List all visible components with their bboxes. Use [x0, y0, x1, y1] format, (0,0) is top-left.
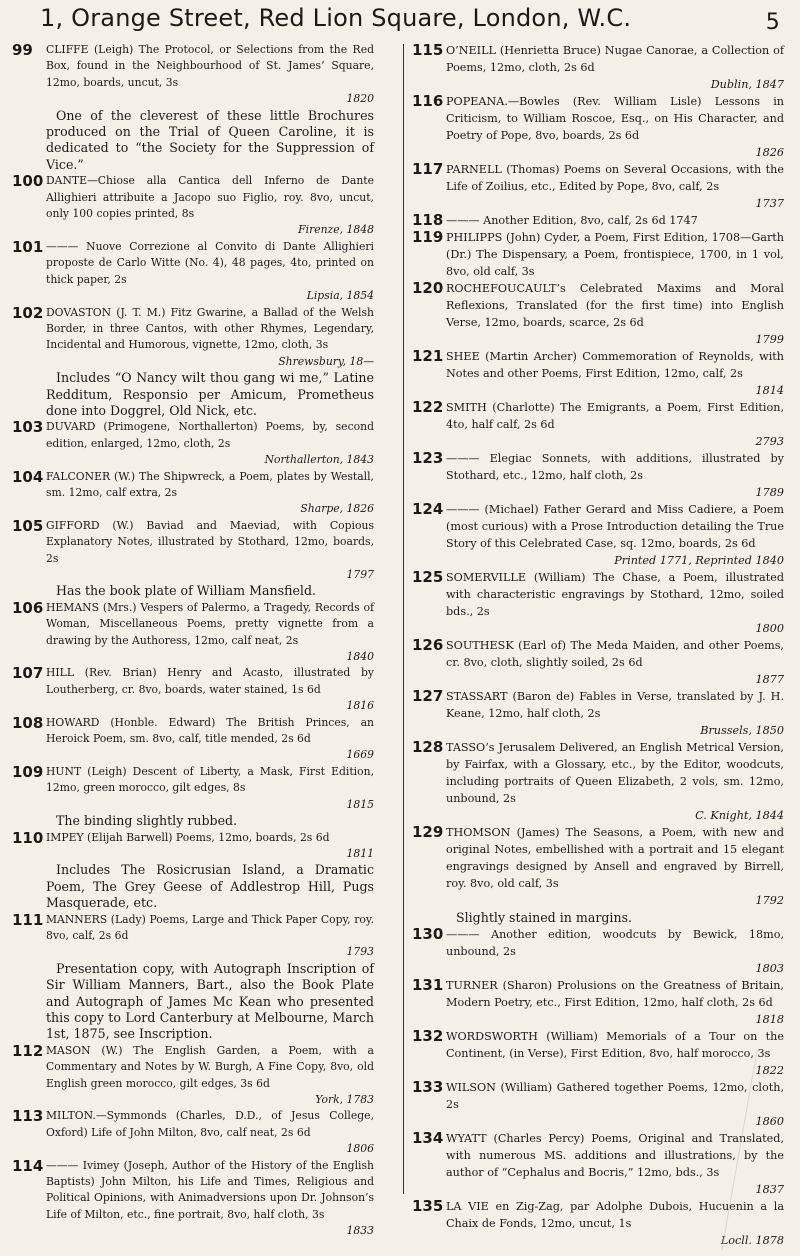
entry-number: 103 — [12, 418, 44, 437]
entry-text: ——— Elegiac Sonnets, with additions, illustrated by Stothard, etc., 12mo, half cloth, 2s — [446, 452, 784, 482]
entry-imprint: 1826 — [755, 146, 784, 159]
entry-imprint: 1840 — [346, 650, 374, 664]
catalogue-entry — [12, 830, 374, 912]
entry-imprint: Locll. 1878 — [720, 1234, 784, 1247]
catalogue-entry — [12, 912, 374, 1043]
page-header — [40, 0, 780, 44]
catalogue-entry — [412, 637, 784, 688]
catalogue-entry — [12, 173, 374, 239]
catalogue-entry — [412, 501, 784, 569]
entry-imprint: 1877 — [755, 673, 784, 686]
entry-number: 108 — [12, 713, 44, 732]
publisher-address: 1, Orange Street, Red Lion Square, London, W.C. — [40, 4, 632, 32]
catalogue-entry — [12, 518, 374, 600]
entry-number: 127 — [412, 687, 444, 705]
entry-text: MASON (W.) The English Garden, a Poem, with a Commentary and Notes by W. Burgh, A Fine Copy, 8vo, old English green morocco, gilt edges, 3s 6d — [46, 1043, 374, 1090]
entry-note: Includes The Rosicrusian Island, a Dramatic Poem, The Grey Geese of Addlestrop Hill, Pugs Masquerade, etc. — [46, 862, 374, 911]
entry-number: 105 — [12, 516, 44, 535]
catalogue-entry — [412, 977, 784, 1028]
entry-imprint: Brussels, 1850 — [700, 724, 784, 737]
entry-text: HILL (Rev. Brian) Henry and Acasto, illustrated by Loutherberg, cr. 8vo, boards, water stained, 1s 6d — [46, 666, 374, 696]
entry-number: 115 — [412, 41, 444, 59]
entry-text: HEMANS (Mrs.) Vespers of Palermo, a Tragedy, Records of Woman, Miscellaneous Poems, pretty vignette from a drawing by the Authoress, 12mo, calf neat, 2s — [46, 600, 374, 647]
catalogue-entry — [12, 305, 374, 420]
catalogue-entry — [412, 739, 784, 824]
entry-imprint: 1792 — [755, 894, 784, 907]
catalogue-entry — [12, 715, 374, 764]
entry-number: 104 — [12, 467, 44, 486]
entry-text: ——— Nuove Correzione al Convito di Dante Allighieri proposte de Carlo Witte (No. 4), 48 pages, 4to, printed on thick paper, 2s — [46, 239, 374, 286]
entry-text: DANTE—Chiose alla Cantica dell Inferno de Dante Allighieri attribuite a Jacopo suo Figlio, roy. 8vo, uncut, only 100 copies printed, 8s — [46, 174, 374, 221]
entry-text: HUNT (Leigh) Descent of Liberty, a Mask, First Edition, 12mo, green morocco, gilt edges, 8s — [46, 764, 374, 795]
entry-imprint: 1737 — [755, 197, 784, 210]
entry-imprint: Lipsia, 1854 — [306, 289, 374, 303]
entry-number: 121 — [412, 347, 444, 365]
entry-imprint: 1815 — [346, 797, 374, 811]
entry-imprint: 1800 — [755, 622, 784, 635]
entry-note: Includes “O Nancy wilt thou gang wi me,” Latine Redditum, Responsio per Amicum, Prometheus done into Doggrel, Old Nick, etc. — [46, 370, 374, 418]
entry-number: 110 — [12, 828, 44, 847]
entry-imprint: Firenze, 1848 — [298, 223, 374, 237]
entry-number: 113 — [12, 1107, 44, 1126]
entry-text: SOMERVILLE (William) The Chase, a Poem, illustrated with characteristic engravings by Stothard, 12mo, soiled bds., 2s — [446, 571, 784, 618]
entry-imprint: 1820 — [346, 92, 374, 106]
catalogue-entry — [412, 450, 784, 501]
entry-note: The binding slightly rubbed. — [56, 813, 238, 829]
entry-imprint: 1860 — [755, 1115, 784, 1128]
entry-imprint: York, 1783 — [315, 1093, 374, 1106]
entry-text: WYATT (Charles Percy) Poems, Original and Translated, with numerous MS. additions and illustrations, by the author of “Cephalus and Bocris,” 12mo, bds., 3s — [446, 1132, 784, 1179]
catalogue-entry — [12, 419, 374, 468]
entry-text: SHEE (Martin Archer) Commemoration of Reynolds, with Notes and other Poems, First Edition, 12mo, calf, 2s — [446, 350, 784, 380]
entry-text: LA VIE en Zig-Zag, par Adolphe Dubois, Hucuenin a la Chaix de Fonds, 12mo, uncut, 1s — [446, 1200, 784, 1230]
entry-number: 109 — [12, 762, 44, 781]
entry-text: SMITH (Charlotte) The Emigrants, a Poem, First Edition, 4to, half calf, 2s 6d — [446, 401, 784, 431]
catalogue-entry — [412, 569, 784, 637]
entry-text: CLIFFE (Leigh) The Protocol, or Selections from the Red Box, found in the Neighbourhood of St. James’ Square, 12mo, boards, uncut, 3s — [46, 43, 374, 89]
entry-number: 119 — [412, 228, 444, 246]
entry-number: 118 — [412, 211, 444, 229]
entry-number: 133 — [412, 1078, 444, 1096]
entry-text: MANNERS (Lady) Poems, Large and Thick Paper Copy, roy. 8vo, calf, 2s 6d — [46, 912, 374, 942]
entry-imprint: 1803 — [755, 962, 784, 975]
catalogue-entry — [412, 1130, 784, 1198]
column-divider — [403, 44, 404, 1194]
entry-imprint: 1837 — [755, 1183, 784, 1196]
entry-number: 129 — [412, 823, 444, 841]
entry-note: Presentation copy, with Autograph Inscription of Sir William Manners, Bart., also the Book Plate and Autograph of James Mc Kean who presented this copy to Lord Canterbury at Melbourne, March 1st, 1875, see Inscription. — [46, 960, 374, 1042]
entry-number: 135 — [412, 1197, 444, 1215]
entry-number: 124 — [412, 500, 444, 518]
entry-number: 112 — [12, 1041, 44, 1060]
entry-number: 131 — [412, 976, 444, 994]
entry-number: 125 — [412, 568, 444, 586]
entry-number: 132 — [412, 1027, 444, 1045]
catalogue-entry — [12, 239, 374, 305]
entry-imprint: 1789 — [755, 486, 784, 499]
entry-text: MILTON.—Symmonds (Charles, D.D., of Jesus College, Oxford) Life of John Milton, 8vo, calf neat, 2s 6d — [46, 1109, 374, 1139]
entry-text: SOUTHESK (Earl of) The Meda Maiden, and other Poems, cr. 8vo, cloth, slightly soiled, 2s 6d — [446, 639, 784, 669]
entry-imprint: 1811 — [346, 846, 374, 860]
entry-text: ——— Ivimey (Joseph, Author of the History of the English Baptists) John Milton, his Life and Times, Religious and Political Opinions, with Animadversions upon Dr. Johnson’s Life of Milton, etc., fine portrait, 8vo, half cloth, 3s — [46, 1158, 374, 1221]
catalogue-entry — [12, 469, 374, 518]
entry-number: 99 — [12, 41, 33, 59]
entry-imprint: C. Knight, 1844 — [695, 809, 784, 822]
entry-imprint: Shrewsbury, 18— — [278, 354, 374, 368]
entry-imprint: Sharpe, 1826 — [300, 502, 374, 516]
entry-text: WORDSWORTH (William) Memorials of a Tour on the Continent, (in Verse), First Edition, 8vo, half morocco, 3s — [446, 1030, 784, 1060]
entry-note: One of the cleverest of these little Brochures produced on the Trial of Queen Caroline, it is dedicated to “the Society for the Suppression of Vice.” — [46, 107, 374, 172]
catalogue-entry — [12, 42, 374, 173]
right-column — [412, 42, 784, 1249]
entry-text: FALCONER (W.) The Shipwreck, a Poem, plates by Westall, sm. 12mo, calf extra, 2s — [46, 469, 374, 499]
catalogue-entry — [12, 1158, 374, 1240]
entry-number: 111 — [12, 910, 44, 929]
catalogue-entry — [412, 688, 784, 739]
entry-text: ROCHEFOUCAULT’s Celebrated Maxims and Moral Reflexions, Translated (for the first time) into English Verse, 12mo, boards, scarce, 2s 6d — [446, 282, 784, 329]
entry-text: ——— Another Edition, 8vo, calf, 2s 6d 1747 — [446, 214, 698, 227]
catalogue-entry — [12, 1108, 374, 1157]
catalogue-entry — [412, 824, 784, 926]
entry-number: 114 — [12, 1156, 44, 1175]
entry-text: GIFFORD (W.) Baviad and Maeviad, with Copious Explanatory Notes, illustrated by Stothard, 12mo, boards, 2s — [46, 518, 374, 565]
entry-number: 122 — [412, 398, 444, 416]
entry-number: 100 — [12, 172, 44, 191]
entry-text: O’NEILL (Henrietta Bruce) Nugae Canorae, a Collection of Poems, 12mo, cloth, 2s 6d — [446, 44, 784, 74]
entry-imprint: 1806 — [346, 1142, 374, 1156]
entry-text: ——— Another edition, woodcuts by Bewick, 18mo, unbound, 2s — [446, 928, 784, 958]
catalogue-entry — [412, 212, 784, 229]
entry-imprint: 1822 — [755, 1064, 784, 1077]
entry-imprint: 1814 — [755, 384, 784, 397]
entry-number: 123 — [412, 449, 444, 467]
entry-text: THOMSON (James) The Seasons, a Poem, with new and original Notes, embellished with a portrait and 15 elegant engravings designed by Ansell and engraved by Birrell, roy. 8vo, old calf, 3s — [446, 826, 784, 890]
entry-imprint: 2793 — [755, 435, 784, 448]
catalogue-entry — [412, 161, 784, 212]
entry-number: 120 — [412, 279, 444, 297]
catalogue-entry — [412, 93, 784, 161]
entry-text: TURNER (Sharon) Prolusions on the Greatness of Britain, Modern Poetry, etc., First Edition, 12mo, half cloth, 2s 6d — [446, 979, 784, 1009]
entry-text: PARNELL (Thomas) Poems on Several Occasions, with the Life of Zoilius, etc., Edited by Pope, 8vo, calf, 2s — [446, 163, 784, 193]
entry-imprint: 1799 — [755, 333, 784, 346]
entry-text: DUVARD (Primogene, Northallerton) Poems, by, second edition, enlarged, 12mo, cloth, 2s — [46, 420, 374, 450]
entry-number: 107 — [12, 664, 44, 683]
entry-imprint: 1816 — [346, 699, 374, 713]
entry-text: STASSART (Baron de) Fables in Verse, translated by J. H. Keane, 12mo, half cloth, 2s — [446, 690, 784, 720]
entry-text: ——— (Michael) Father Gerard and Miss Cadiere, a Poem (most curious) with a Prose Introduction detailing the True Story of this Celebrated Case, sq. 12mo, boards, 2s 6d — [446, 503, 784, 550]
catalogue-entry — [412, 926, 784, 977]
entry-number: 128 — [412, 738, 444, 756]
entry-text: TASSO’s Jerusalem Delivered, an English Metrical Version, by Fairfax, with a Glossary, etc., by the Editor, woodcuts, including portraits of Queen Elizabeth, 2 vols, sm. 12mo, unbound, 2s — [446, 741, 784, 805]
entry-text: HOWARD (Honble. Edward) The British Princes, an Heroick Poem, sm. 8vo, calf, title mended, 2s 6d — [46, 715, 374, 746]
entry-number: 126 — [412, 636, 444, 654]
entry-number: 130 — [412, 925, 444, 943]
catalogue-entry — [412, 280, 784, 348]
entry-note: Slightly stained in margins. — [456, 910, 633, 925]
catalogue-entry — [412, 1028, 784, 1079]
entry-number: 101 — [12, 237, 44, 256]
entry-text: WILSON (William) Gathered together Poems, 12mo, cloth, 2s — [446, 1081, 784, 1111]
entry-imprint: 1833 — [346, 1224, 374, 1238]
entry-imprint: 1793 — [346, 945, 374, 959]
entry-note: Has the book plate of William Mansfield. — [56, 583, 317, 599]
entry-imprint: Dublin, 1847 — [710, 78, 784, 91]
entry-imprint: 1669 — [346, 748, 374, 762]
catalogue-entry — [412, 348, 784, 399]
entry-number: 134 — [412, 1129, 444, 1147]
catalogue-entry — [412, 229, 784, 280]
entry-text: PHILIPPS (John) Cyder, a Poem, First Edition, 1708—Garth (Dr.) The Dispensary, a Poem, frontispiece, 1700, in 1 vol, 8vo, old calf, 3s — [446, 231, 784, 278]
left-column — [12, 42, 374, 1240]
entry-text: DOVASTON (J. T. M.) Fitz Gwarine, a Ballad of the Welsh Border, in three Cantos, with other Rhymes, Legendary, Incidental and Humorous, vignette, 12mo, cloth, 3s — [46, 305, 374, 352]
entry-number: 116 — [412, 92, 444, 110]
catalogue-entry — [12, 1043, 374, 1109]
entry-number: 106 — [12, 598, 44, 617]
catalogue-entry — [412, 1079, 784, 1130]
entry-number: 102 — [12, 303, 44, 322]
catalogue-entry — [12, 600, 374, 666]
catalogue-entry — [412, 42, 784, 93]
entry-imprint: 1818 — [755, 1013, 784, 1026]
entry-number: 117 — [412, 160, 444, 178]
entry-imprint: Printed 1771, Reprinted 1840 — [614, 554, 784, 567]
entry-text: POPEANA.—Bowles (Rev. William Lisle) Lessons in Criticism, to William Roscoe, Esq., on His Character, and Poetry of Pope, 8vo, boards, 2s 6d — [446, 95, 784, 142]
catalogue-entry — [12, 764, 374, 830]
entry-imprint: Northallerton, 1843 — [264, 453, 374, 467]
entry-imprint: 1797 — [346, 568, 374, 581]
page-number: 5 — [765, 10, 780, 35]
catalogue-entry — [12, 665, 374, 714]
entry-text: IMPEY (Elijah Barwell) Poems, 12mo, boards, 2s 6d — [46, 830, 330, 844]
catalogue-entry — [412, 399, 784, 450]
